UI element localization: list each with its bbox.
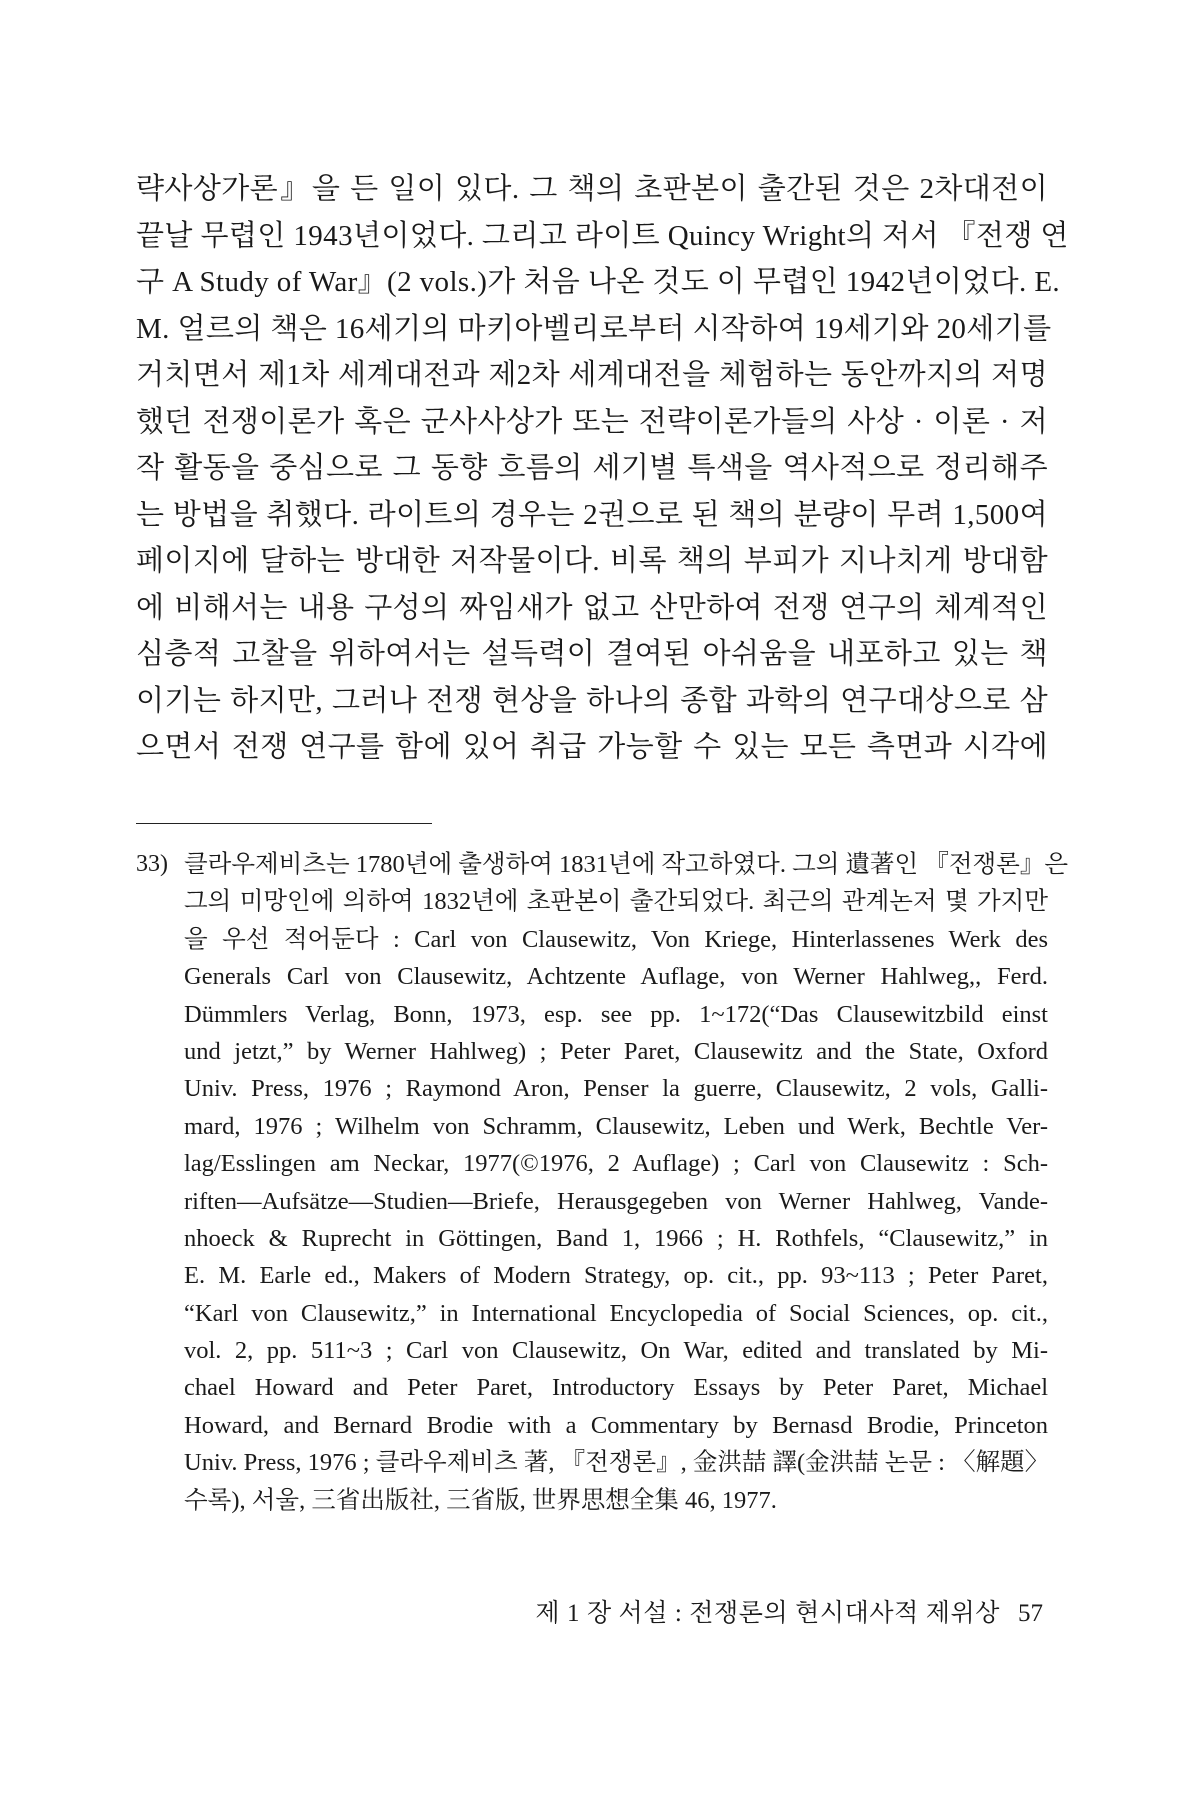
footnote-line: riften—Aufsätze—Studien—Briefe, Herausgegeben von Werner Hahlweg, Vande-: [184, 1187, 1048, 1215]
body-line: M. 얼르의 책은 16세기의 마키아벨리로부터 시작하여 19세기와 20세기를: [136, 312, 1052, 345]
body-line: 페이지에 달하는 방대한 저작물이다. 비록 책의 부피가 지나치게 방대함: [136, 545, 1048, 577]
body-line: 구 A Study of War』(2 vols.)가 처음 나온 것도 이 무렵인 1942년이었다. E.: [136, 266, 1061, 298]
body-paragraph: [136, 166, 1069, 771]
body-line: 심층적 고찰을 위하여서는 설득력이 결여된 아쉬움을 내포하고 있는 책: [136, 638, 1048, 670]
footnote-line: und jetzt,” by Werner Hahlweg) ; Peter Paret, Clausewitz and the State, Oxford: [184, 1037, 1048, 1065]
body-line: 는 방법을 취했다. 라이트의 경우는 2권으로 된 책의 분량이 무려 1,500여: [136, 498, 1048, 531]
footnote-line: mard, 1976 ; Wilhelm von Schramm, Clausewitz, Leben und Werk, Bechtle Ver-: [184, 1112, 1048, 1140]
footnote-line: Univ. Press, 1976 ; Raymond Aron, Penser la guerre, Clausewitz, 2 vols, Galli-: [184, 1075, 1048, 1103]
running-footer-chapter-title: 제 1 장 서설 : 전쟁론의 현시대사적 제위상: [535, 1600, 1000, 1627]
body-line: 끝날 무렵인 1943년이었다. 그리고 라이트 Quincy Wright의 저서 『전쟁 연: [136, 219, 1069, 252]
body-line: 이기는 하지만, 그러나 전쟁 현상을 하나의 종합 과학의 연구대상으로 삼: [136, 684, 1048, 717]
footnote-line: 수록), 서울, 三省出版社, 三省版, 世界思想全集 46, 1977.: [184, 1486, 777, 1514]
body-line: 했던 전쟁이론가 혹은 군사사상가 또는 전략이론가들의 사상 · 이론 · 저: [136, 405, 1048, 438]
body-line: 작 활동을 중심으로 그 동향 흐름의 세기별 특색을 역사적으로 정리해주: [136, 452, 1048, 484]
footnote-line: Generals Carl von Clausewitz, Achtzente Auflage, von Werner Hahlweg,, Ferd.: [184, 963, 1048, 991]
footnote-marker: 33): [136, 851, 168, 877]
footnote-line: Dümmlers Verlag, Bonn, 1973, esp. see pp. 1~172(“Das Clausewitzbild einst: [184, 1000, 1048, 1028]
footnote-line: 그의 미망인에 의하여 1832년에 초판본이 출간되었다. 최근의 관계논저 몇 가지만: [184, 888, 1048, 916]
body-line: 거치면서 제1차 세계대전과 제2차 세계대전을 체험하는 동안까지의 저명: [136, 359, 1048, 391]
footnote-line: Univ. Press, 1976 ; 클라우제비츠 著, 『전쟁론』, 金洪喆 譯(金洪喆 논문 : 〈解題〉: [184, 1449, 1050, 1477]
footnote-line: vol. 2, pp. 511~3 ; Carl von Clausewitz, On War, edited and translated by Mi-: [184, 1337, 1048, 1365]
footnote-text: [184, 846, 1069, 1519]
body-line: 으면서 전쟁 연구를 함에 있어 취급 가능할 수 있는 모든 측면과 시각에: [136, 731, 1048, 763]
body-line: 략사상가론』을 든 일이 있다. 그 책의 초판본이 출간된 것은 2차대전이: [136, 173, 1048, 205]
footnote-line: 클라우제비츠는 1780년에 출생하여 1831년에 작고하였다. 그의 遺著인 『전쟁론』은: [184, 851, 1069, 878]
footnote-line: nhoeck & Ruprecht in Göttingen, Band 1, 1966 ; H. Rothfels, “Clausewitz,” in: [184, 1224, 1048, 1252]
footnote-separator-rule: [136, 823, 432, 824]
page-number: 57: [1018, 1600, 1043, 1627]
footnote-line: “Karl von Clausewitz,” in International Encyclopedia of Social Sciences, op. cit.,: [184, 1299, 1048, 1327]
footnote-line: lag/Esslingen am Neckar, 1977(©1976, 2 Auflage) ; Carl von Clausewitz : Sch-: [184, 1150, 1048, 1178]
footnote-line: chael Howard and Peter Paret, Introductory Essays by Peter Paret, Michael: [184, 1374, 1048, 1402]
footnote-line: E. M. Earle ed., Makers of Modern Strategy, op. cit., pp. 93~113 ; Peter Paret,: [184, 1262, 1048, 1290]
footnote-line: Howard, and Bernard Brodie with a Commentary by Bernasd Brodie, Princeton: [184, 1411, 1048, 1439]
footnote-line: 을 우선 적어둔다 : Carl von Clausewitz, Von Kriege, Hinterlassenes Werk des: [184, 925, 1048, 953]
body-line: 에 비해서는 내용 구성의 짜임새가 없고 산만하여 전쟁 연구의 체계적인: [136, 591, 1048, 624]
